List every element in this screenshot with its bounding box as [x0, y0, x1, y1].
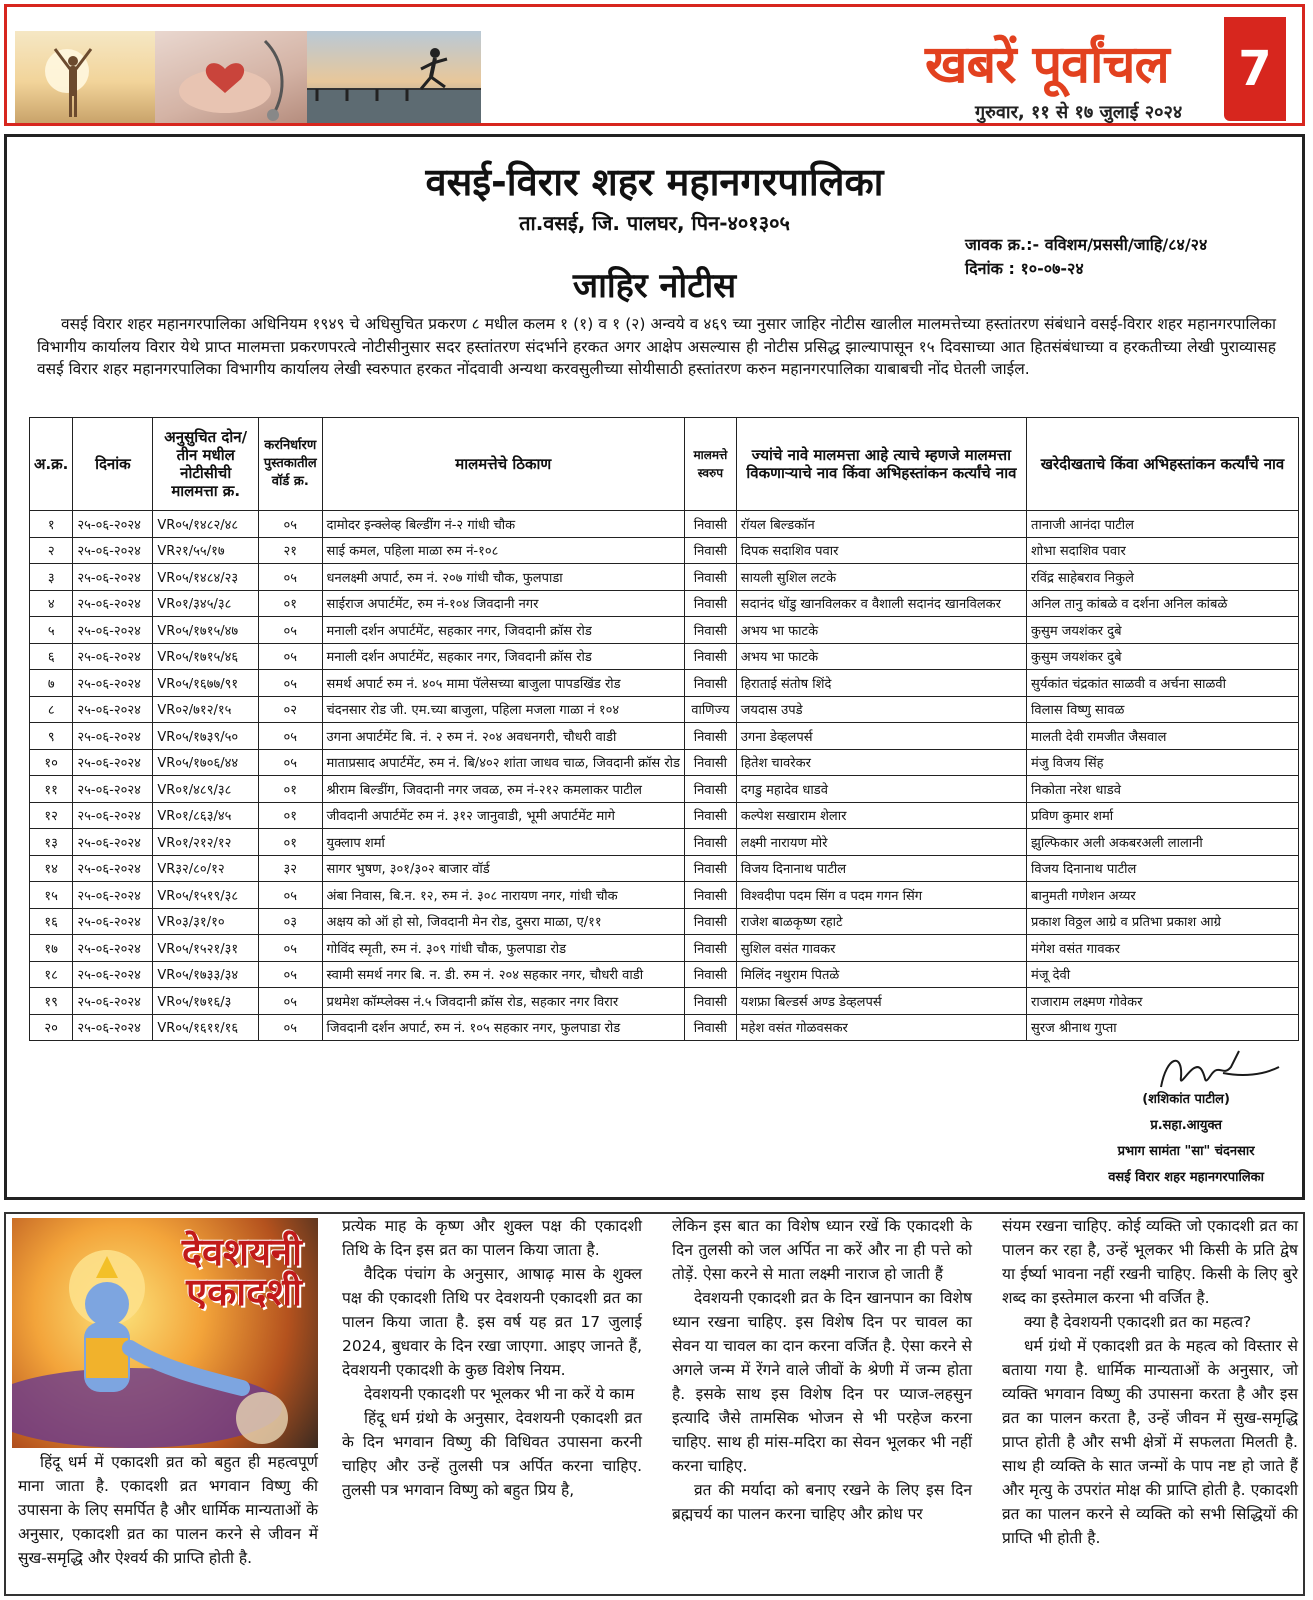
- ekadashi-article: [4, 1212, 1305, 1596]
- row-buyer-name: निकोता नरेश धाडवे: [1027, 776, 1299, 803]
- article-title-line-1: देवशयनी: [181, 1230, 302, 1274]
- row-property-type: निवासी: [685, 617, 737, 644]
- row-seller-name: हिराताई संतोष शिंदे: [736, 670, 1026, 697]
- table-row: [30, 802, 1299, 829]
- table-row: [30, 988, 1299, 1015]
- table-row: [30, 908, 1299, 935]
- page-number-badge: 7: [1224, 17, 1286, 121]
- table-row: [30, 590, 1299, 617]
- row-property-type: निवासी: [685, 723, 737, 750]
- row-seller-name: कल्पेश सखाराम शेलार: [736, 802, 1026, 829]
- row-property-address: अंबा निवास, बि.न. १२, रुम नं. ३०८ नारायण नगर, गांधी चौक: [322, 882, 684, 909]
- row-date: २५-०६-२०२४: [73, 882, 153, 909]
- row-property-type: निवासी: [685, 776, 737, 803]
- header-photo-sunrise: [15, 31, 155, 123]
- newspaper-name: खबरें पूर्वांचल: [925, 35, 1169, 95]
- row-ward: ०५: [259, 749, 323, 776]
- row-property-address: दामोदर इन्क्लेव्ह बिल्डींग नं-२ गांधी चौक: [322, 511, 684, 538]
- row-property-type: निवासी: [685, 829, 737, 856]
- notice-ref-number: जावक क्र.:- वविशम/प्रससी/जाहि/८४/२४: [965, 235, 1208, 254]
- row-date: २५-०६-२०२४: [73, 723, 153, 750]
- row-property-type: निवासी: [685, 643, 737, 670]
- row-property-type: निवासी: [685, 908, 737, 935]
- row-ward: ०५: [259, 935, 323, 962]
- row-property-number: VR०५/१७०६/४४: [153, 749, 259, 776]
- table-row: [30, 617, 1299, 644]
- row-date: २५-०६-२०२४: [73, 829, 153, 856]
- article-image-title: [182, 1232, 302, 1312]
- row-date: २५-०६-२०२४: [73, 617, 153, 644]
- row-date: २५-०६-२०२४: [73, 696, 153, 723]
- notice-heading: जाहिर नोटीस: [572, 266, 737, 306]
- table-row: [30, 829, 1299, 856]
- row-date: २५-०६-२०२४: [73, 670, 153, 697]
- table-row: [30, 723, 1299, 750]
- row-property-number: VR२१/५५/१७: [153, 537, 259, 564]
- table-row: [30, 855, 1299, 882]
- article-subheading: क्या है देवशयनी एकादशी व्रत का महत्व?: [1024, 1313, 1252, 1331]
- row-buyer-name: राजाराम लक्ष्मण गोवेकर: [1027, 988, 1299, 1015]
- article-title-line-2: एकादशी: [186, 1270, 302, 1314]
- row-buyer-name: विलास विष्णु सावळ: [1027, 696, 1299, 723]
- column-header: मालमत्तेचे ठिकाण: [322, 418, 684, 511]
- row-seller-name: दगडु महादेव धाडवे: [736, 776, 1026, 803]
- column-header: खरेदीखताचे किंवा अभिहस्तांकन कर्त्यांचे नाव: [1027, 418, 1299, 511]
- table-row: [30, 643, 1299, 670]
- row-ward: ०१: [259, 802, 323, 829]
- header-photo-runner: [307, 31, 481, 123]
- row-serial: १४: [30, 855, 73, 882]
- issue-date: गुरुवार, ११ से १७ जुलाई २०२४: [975, 102, 1183, 123]
- row-property-number: VR०५/१६७७/९१: [153, 670, 259, 697]
- row-property-type: निवासी: [685, 564, 737, 591]
- row-date: २५-०६-२०२४: [73, 935, 153, 962]
- row-ward: ०१: [259, 590, 323, 617]
- table-row: [30, 537, 1299, 564]
- row-seller-name: विजय दिनानाथ पाटील: [736, 855, 1026, 882]
- row-serial: १९: [30, 988, 73, 1015]
- article-subheading: देवशयनी एकादशी पर भूलकर भी ना करें ये काम: [364, 1385, 635, 1403]
- table-row: [30, 961, 1299, 988]
- row-date: २५-०६-२०२४: [73, 564, 153, 591]
- row-seller-name: मिलिंद नथुराम पितळे: [736, 961, 1026, 988]
- row-date: २५-०६-२०२४: [73, 537, 153, 564]
- row-date: २५-०६-२०२४: [73, 776, 153, 803]
- row-ward: ०५: [259, 723, 323, 750]
- row-serial: ६: [30, 643, 73, 670]
- row-property-address: साई कमल, पहिला माळा रुम नं-१०८: [322, 537, 684, 564]
- row-ward: ०५: [259, 961, 323, 988]
- row-seller-name: सदानंद धोंडु खानविलकर व वैशाली सदानंद खानविलकर: [736, 590, 1026, 617]
- row-buyer-name: विजय दिनानाथ पाटील: [1027, 855, 1299, 882]
- table-row: [30, 1014, 1299, 1041]
- row-buyer-name: प्रविण कुमार शर्मा: [1027, 802, 1299, 829]
- row-property-type: निवासी: [685, 802, 737, 829]
- table-row: [30, 776, 1299, 803]
- row-ward: २१: [259, 537, 323, 564]
- row-serial: १३: [30, 829, 73, 856]
- row-date: २५-०६-२०२४: [73, 802, 153, 829]
- signatory-designation: प्र.सहा.आयुक्त: [1150, 1118, 1222, 1133]
- row-date: २५-०६-२०२४: [73, 908, 153, 935]
- row-ward: ०५: [259, 617, 323, 644]
- row-seller-name: सुशिल वसंत गावकर: [736, 935, 1026, 962]
- row-buyer-name: शोभा सदाशिव पवार: [1027, 537, 1299, 564]
- table-header-row: [30, 418, 1299, 511]
- row-property-address: धनलक्ष्मी अपार्ट, रुम नं. २०७ गांधी चौक, फुलपाडा: [322, 564, 684, 591]
- row-property-type: निवासी: [685, 855, 737, 882]
- table-row: [30, 935, 1299, 962]
- row-date: २५-०६-२०२४: [73, 988, 153, 1015]
- notice-body-text: वसई विरार शहर महानगरपालिका अधिनियम १९४९ चे अधिसुचित प्रकरण ८ मधील कलम १ (१) व १ (२) अन्वये व ४६९ च्या नुसार जाहिर नोटीस खालील मालमत्तेच्या हस्तांतरण संबंधाने वसई-विरार शहर महानगरपालिका विभागीय कार्यालय विरार येथे प्राप्त मालमत्ता प्रकरणपरत्वे नोटीसीनुसार सदर हस्तांतरण संदर्भाने हरकत अगर आक्षेप असल्यास ही नोटीस प्रसिद्ध झाल्यापासून १५ दिवसाच्या आत हितसंबंधाच्या व हरकतीच्या लेखी पुराव्यासह वसई विरार शहर महानगरपालिका विभागीय कार्यालय लेखी स्वरुपात हरकत नोंदवावी अन्यथा करवसुलीच्या सोयीसाठी हस्तांतरण करुन महानगरपालिका याबाबची नोंद घेतली जाईल.: [37, 315, 1276, 378]
- column-header: करनिर्धारण पुस्तकातील वॉर्ड क्र.: [259, 418, 323, 511]
- article-paragraph: प्रत्येक माह के कृष्ण और शुक्ल पक्ष की एकादशी तिथि के दिन इस व्रत का पालन किया जाता है.: [342, 1217, 642, 1259]
- row-ward: ०५: [259, 1014, 323, 1041]
- row-ward: ०५: [259, 988, 323, 1015]
- row-date: २५-०६-२०२४: [73, 749, 153, 776]
- article-column-1: [18, 1450, 318, 1570]
- row-ward: ०३: [259, 908, 323, 935]
- row-seller-name: हितेश चावरेकर: [736, 749, 1026, 776]
- row-buyer-name: मंजु विजय सिंह: [1027, 749, 1299, 776]
- table-row: [30, 882, 1299, 909]
- row-buyer-name: झुल्फिकार अली अकबरअली लालानी: [1027, 829, 1299, 856]
- vishnu-illustration: [12, 1218, 318, 1448]
- row-property-number: VR०५/१७१६/३: [153, 988, 259, 1015]
- property-transfer-table: [29, 417, 1299, 1041]
- row-seller-name: सायली सुशिल लटके: [736, 564, 1026, 591]
- column-header: मालमत्ते स्वरुप: [685, 418, 737, 511]
- row-serial: २०: [30, 1014, 73, 1041]
- row-serial: १७: [30, 935, 73, 962]
- table-row: [30, 749, 1299, 776]
- row-buyer-name: प्रकाश विठ्ठल आग्रे व प्रतिभा प्रकाश आग्रे: [1027, 908, 1299, 935]
- column-header: अनुसुचित दोन/तीन मधील नोटीसीची मालमत्ता क्र.: [153, 418, 259, 511]
- row-serial: १६: [30, 908, 73, 935]
- row-property-address: जिवदानी दर्शन अपार्ट, रुम नं. १०५ सहकार नगर, फुलपाडा रोड: [322, 1014, 684, 1041]
- row-property-type: निवासी: [685, 882, 737, 909]
- row-property-type: निवासी: [685, 590, 737, 617]
- table-row: [30, 564, 1299, 591]
- article-paragraph: हिंदू धर्म में एकादशी व्रत को बहुत ही महत्वपूर्ण माना जाता है. एकादशी व्रत भगवान विष्णु की उपासना के लिए समर्पित है और धार्मिक मान्यताओं के अनुसार, एकादशी व्रत का पालन करने से जीवन में सुख-समृद्धि और ऐश्वर्य की प्राप्ति होती है.: [18, 1453, 318, 1567]
- row-buyer-name: बानुमती गणेशन अय्यर: [1027, 882, 1299, 909]
- row-seller-name: राजेश बाळकृष्ण रहाटे: [736, 908, 1026, 935]
- row-property-number: VR०५/१७१५/४७: [153, 617, 259, 644]
- row-serial: १२: [30, 802, 73, 829]
- row-seller-name: अभय भा फाटके: [736, 643, 1026, 670]
- signatory-ward: प्रभाग सामंता "सा" चंदनसार: [1117, 1144, 1255, 1159]
- row-serial: ५: [30, 617, 73, 644]
- column-header: अ.क्र.: [30, 418, 73, 511]
- row-property-address: साईराज अपार्टमेंट, रुम नं-१०४ जिवदानी नगर: [322, 590, 684, 617]
- row-serial: ४: [30, 590, 73, 617]
- row-property-address: मनाली दर्शन अपार्टमेंट, सहकार नगर, जिवदानी क्रॉस रोड: [322, 617, 684, 644]
- row-property-number: VR३२/८०/१२: [153, 855, 259, 882]
- article-paragraph: हिंदू धर्म ग्रंथो के अनुसार, देवशयनी एकादशी व्रत के दिन भगवान विष्णु की विधिवत उपासना करनी चाहिए और उन्हें तुलसी पत्र अर्पित करना चाहिए. तुलसी पत्र भगवान विष्णु को बहुत प्रिय है,: [342, 1409, 642, 1499]
- row-property-type: निवासी: [685, 537, 737, 564]
- row-buyer-name: रविंद्र साहेबराव निकुले: [1027, 564, 1299, 591]
- article-paragraph: देवशयनी एकादशी व्रत के दिन खानपान का विशेष ध्यान रखना चाहिए. इस विशेष दिन पर चावल का सेवन या चावल का दान करना वर्जित है. ऐसा करने से अगले जन्म में रेंगने वाले जीवों के श्रेणी में जन्म होता है. इसके साथ इस विशेष दिन पर प्याज-लहसुन इत्यादि जैसे तामसिक भोजन से भी परहेज करना चाहिए. साथ ही मांस-मदिरा का सेवन भूलकर भी नहीं करना चाहिए.: [672, 1289, 972, 1475]
- row-property-address: श्रीराम बिल्डींग, जिवदानी नगर जवळ, रुम नं-२१२ कमलाकर पाटील: [322, 776, 684, 803]
- article-paragraph: व्रत की मर्यादा को बनाए रखने के लिए इस दिन ब्रह्मचर्य का पालन करना चाहिए और क्रोध पर: [672, 1481, 972, 1523]
- header-photo-heart-hands: [155, 31, 307, 123]
- article-paragraph: लेकिन इस बात का विशेष ध्यान रखें कि एकादशी के दिन तुलसी को जल अर्पित ना करें और ना ही पत्ते को तोड़ें. ऐसा करने से माता लक्ष्मी नाराज हो जाती हैं: [672, 1217, 972, 1283]
- row-property-number: VR०५/१५२१/३१: [153, 935, 259, 962]
- row-ward: ०१: [259, 829, 323, 856]
- article-paragraph: वैदिक पंचांग के अनुसार, आषाढ़ मास के शुक्ल पक्ष की एकादशी तिथि पर देवशयनी एकादशी व्रत का पालन किया जाता है. इस वर्ष यह व्रत 17 जुलाई 2024, बुधवार के दिन रखा जाएगा. आइए जानते हैं, देवशयनी एकादशी के कुछ विशेष नियम.: [342, 1265, 642, 1379]
- row-property-number: VR०१/४८९/३८: [153, 776, 259, 803]
- row-seller-name: विश्वदीपा पदम सिंग व पदम गगन सिंग: [736, 882, 1026, 909]
- row-ward: ०१: [259, 776, 323, 803]
- article-paragraph: धर्म ग्रंथो में एकादशी व्रत के महत्व को विस्तार से बताया गया है. धार्मिक मान्यताओं के अनुसार, जो व्यक्ति भगवान विष्णु की उपासना करता है और इस व्रत का पालन करता है, उन्हें जीवन में सुख-समृद्धि प्राप्त होती है और सभी क्षेत्रों में सफलता मिलती है. साथ ही व्यक्ति के सात जन्मों के पाप नष्ट हो जाते हैं और मृत्यु के उपरांत मोक्ष की प्राप्ति होती है. एकादशी व्रत का पालन करने से व्यक्ति को सभी सिद्धियों की प्राप्ति भी होती है.: [1002, 1337, 1298, 1547]
- table-row: [30, 696, 1299, 723]
- row-property-number: VR०५/१४८२/४८: [153, 511, 259, 538]
- row-property-address: उगना अपार्टमेंट बि. नं. २ रुम नं. २०४ अवधनगरी, चौधरी वाडी: [322, 723, 684, 750]
- row-seller-name: अभय भा फाटके: [736, 617, 1026, 644]
- row-ward: ०५: [259, 670, 323, 697]
- row-property-number: VR०५/१७३९/५०: [153, 723, 259, 750]
- table-row: [30, 670, 1299, 697]
- row-seller-name: उगना डेव्हलपर्स: [736, 723, 1026, 750]
- row-buyer-name: सुरज श्रीनाथ गुप्ता: [1027, 1014, 1299, 1041]
- row-buyer-name: मालती देवी रामजीत जैसवाल: [1027, 723, 1299, 750]
- row-property-number: VR०५/१७३३/३४: [153, 961, 259, 988]
- row-property-type: निवासी: [685, 511, 737, 538]
- table-body: [30, 511, 1299, 1041]
- row-property-type: निवासी: [685, 749, 737, 776]
- row-ward: ३२: [259, 855, 323, 882]
- row-property-type: निवासी: [685, 1014, 737, 1041]
- article-column-2: [342, 1214, 642, 1502]
- row-ward: ०५: [259, 564, 323, 591]
- article-column-4: [1002, 1214, 1298, 1550]
- row-serial: १: [30, 511, 73, 538]
- row-date: २५-०६-२०२४: [73, 590, 153, 617]
- row-property-number: VR०३/३१/१०: [153, 908, 259, 935]
- row-date: २५-०६-२०२४: [73, 961, 153, 988]
- row-seller-name: यशफ्रा बिल्डर्स अण्ड डेव्हलपर्स: [736, 988, 1026, 1015]
- row-property-number: VR०५/१६११/१६: [153, 1014, 259, 1041]
- article-paragraph: संयम रखना चाहिए. कोई व्यक्ति जो एकादशी व्रत का पालन कर रहा है, उन्हें भूलकर भी किसी के प्रति द्वेष या ईर्ष्या भावना नहीं रखनी चाहिए. किसी के लिए बुरे शब्द का इस्तेमाल करना भी वर्जित है.: [1002, 1217, 1298, 1307]
- row-property-type: निवासी: [685, 670, 737, 697]
- row-serial: १८: [30, 961, 73, 988]
- row-serial: ७: [30, 670, 73, 697]
- row-serial: २: [30, 537, 73, 564]
- row-date: २५-०६-२०२४: [73, 1014, 153, 1041]
- row-ward: ०५: [259, 643, 323, 670]
- row-property-type: निवासी: [685, 988, 737, 1015]
- row-buyer-name: तानाजी आनंदा पाटील: [1027, 511, 1299, 538]
- row-property-address: मनाली दर्शन अपार्टमेंट, सहकार नगर, जिवदानी क्रॉस रोड: [322, 643, 684, 670]
- row-property-number: VR०१/३४५/३८: [153, 590, 259, 617]
- signatory-body: वसई विरार शहर महानगरपालिका: [1108, 1170, 1264, 1185]
- row-property-number: VR०२/७१२/१५: [153, 696, 259, 723]
- row-property-address: अक्षय को ऑ हो सो, जिवदानी मेन रोड, दुसरा माळा, ए/११: [322, 908, 684, 935]
- column-header: दिनांक: [73, 418, 153, 511]
- masthead: [4, 4, 1305, 126]
- row-serial: १०: [30, 749, 73, 776]
- row-property-type: निवासी: [685, 935, 737, 962]
- notice-authority-title: वसई-विरार शहर महानगरपालिका: [425, 160, 884, 204]
- row-date: २५-०६-२०२४: [73, 855, 153, 882]
- row-property-number: VR०५/१७१५/४६: [153, 643, 259, 670]
- column-header: ज्यांचे नावे मालमत्ता आहे त्याचे म्हणजे मालमत्ता विकणाऱ्याचे नाव किंवा अभिहस्तांकन कर्त्यांचे नाव: [736, 418, 1026, 511]
- row-property-address: युक्लाप शर्मा: [322, 829, 684, 856]
- header-photo-strip: [15, 31, 481, 127]
- row-property-address: प्रथमेश कॉम्प्लेक्स नं.५ जिवदानी क्रॉस रोड, सहकार नगर विरार: [322, 988, 684, 1015]
- row-serial: ९: [30, 723, 73, 750]
- row-ward: ०५: [259, 511, 323, 538]
- row-property-address: समर्थ अपार्ट रुम नं. ४०५ मामा पॅलेसच्या बाजुला पापडखिंड रोड: [322, 670, 684, 697]
- row-serial: १५: [30, 882, 73, 909]
- article-column-3: [672, 1214, 972, 1526]
- row-property-type: वाणिज्य: [685, 696, 737, 723]
- row-buyer-name: कुसुम जयशंकर दुबे: [1027, 643, 1299, 670]
- table-row: [30, 511, 1299, 538]
- row-seller-name: दिपक सदाशिव पवार: [736, 537, 1026, 564]
- row-buyer-name: मंजू देवी: [1027, 961, 1299, 988]
- row-date: २५-०६-२०२४: [73, 643, 153, 670]
- row-ward: ०२: [259, 696, 323, 723]
- row-property-address: स्वामी समर्थ नगर बि. न. डी. रुम नं. २०४ सहकार नगर, चौधरी वाडी: [322, 961, 684, 988]
- signatory-block: [1108, 1087, 1264, 1191]
- row-buyer-name: कुसुम जयशंकर दुबे: [1027, 617, 1299, 644]
- row-seller-name: महेश वसंत गोळवसकर: [736, 1014, 1026, 1041]
- row-property-address: सागर भुषण, ३०१/३०२ बाजार वॉर्ड: [322, 855, 684, 882]
- row-property-address: जीवदानी अपार्टमेंट रुम नं. ३१२ जानुवाडी, भूमी अपार्टमेंट मागे: [322, 802, 684, 829]
- row-buyer-name: मंगेश वसंत गावकर: [1027, 935, 1299, 962]
- row-property-number: VR०१/२१२/१२: [153, 829, 259, 856]
- row-property-address: माताप्रसाद अपार्टमेंट, रुम नं. बि/४०२ शांता जाधव चाळ, जिवदानी क्रॉस रोड: [322, 749, 684, 776]
- row-serial: ८: [30, 696, 73, 723]
- row-property-address: गोविंद स्मृती, रुम नं. ३०९ गांधी चौक, फुलपाडा रोड: [322, 935, 684, 962]
- row-buyer-name: सुर्यकांत चंद्रकांत साळवी व अर्चना साळवी: [1027, 670, 1299, 697]
- row-seller-name: जयदास उपडे: [736, 696, 1026, 723]
- row-date: २५-०६-२०२४: [73, 511, 153, 538]
- row-property-number: VR०५/१५१९/३८: [153, 882, 259, 909]
- public-notice: [4, 134, 1305, 1200]
- notice-address: ता.वसई, जि. पालघर, पिन-४०१३०५: [519, 211, 790, 235]
- row-serial: ११: [30, 776, 73, 803]
- row-property-type: निवासी: [685, 961, 737, 988]
- row-seller-name: लक्ष्मी नारायण मोरे: [736, 829, 1026, 856]
- row-property-address: चंदनसार रोड जी. एम.च्या बाजुला, पहिला मजला गाळा नं १०४: [322, 696, 684, 723]
- row-property-number: VR०५/१४८४/२३: [153, 564, 259, 591]
- row-serial: ३: [30, 564, 73, 591]
- notice-ref-date: दिनांक : १०-०७-२४: [965, 259, 1084, 278]
- row-seller-name: रॉयल बिल्डकॉन: [736, 511, 1026, 538]
- row-ward: ०५: [259, 882, 323, 909]
- signatory-name: (शशिकांत पाटील): [1142, 1092, 1230, 1107]
- row-property-number: VR०१/८६३/४५: [153, 802, 259, 829]
- row-buyer-name: अनिल तानु कांबळे व दर्शना अनिल कांबळे: [1027, 590, 1299, 617]
